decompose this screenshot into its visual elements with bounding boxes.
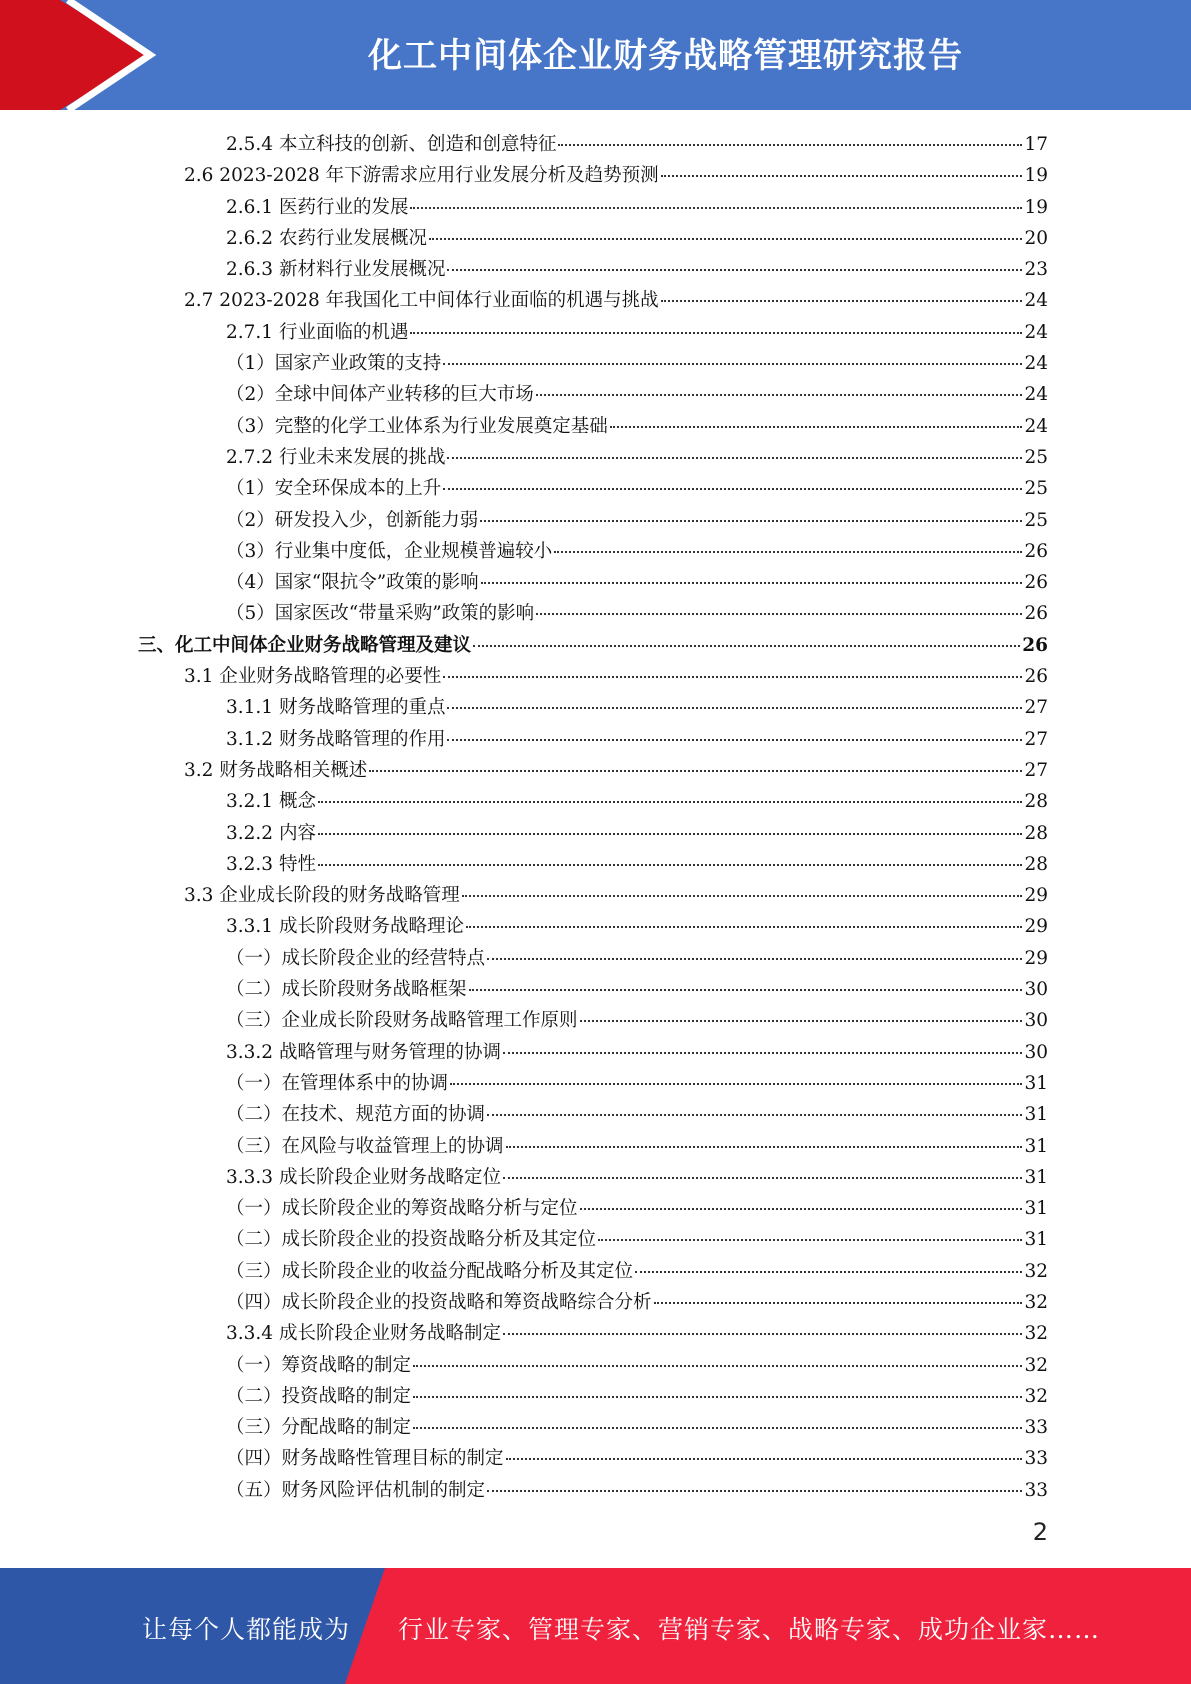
table-of-contents xyxy=(138,129,1048,1506)
toc-dot-leader xyxy=(558,144,1022,146)
toc-dot-leader xyxy=(536,394,1023,396)
toc-dot-leader xyxy=(410,207,1022,209)
toc-entry-title: 2.6.2 农药行业发展概况 xyxy=(226,227,427,249)
toc-entry-page: 32 xyxy=(1024,1260,1048,1282)
toc-entry[interactable] xyxy=(138,1099,1048,1130)
toc-entry-title: 3.1.2 财务战略管理的作用 xyxy=(226,728,446,750)
toc-entry[interactable] xyxy=(138,661,1048,692)
footer-slogan-right: 行业专家、管理专家、营销专家、战略专家、成功企业家…… xyxy=(398,1615,1101,1644)
toc-dot-leader xyxy=(318,864,1023,866)
toc-dot-leader xyxy=(610,426,1023,428)
toc-entry-page: 20 xyxy=(1024,227,1048,249)
toc-entry[interactable] xyxy=(138,411,1048,442)
toc-entry[interactable] xyxy=(138,943,1048,974)
toc-entry[interactable] xyxy=(138,1068,1048,1099)
toc-entry-page: 24 xyxy=(1024,321,1048,343)
toc-entry-page: 30 xyxy=(1024,1041,1048,1063)
toc-dot-leader xyxy=(410,332,1022,334)
toc-entry[interactable] xyxy=(138,442,1048,473)
toc-entry[interactable] xyxy=(138,1131,1048,1162)
toc-entry-page: 32 xyxy=(1024,1291,1048,1313)
toc-entry[interactable] xyxy=(138,1256,1048,1287)
toc-entry-title: （二）成长阶段企业的投资战略分析及其定位 xyxy=(226,1229,597,1251)
toc-dot-leader xyxy=(413,1396,1022,1398)
toc-entry[interactable] xyxy=(138,348,1048,379)
toc-dot-leader xyxy=(487,1114,1022,1116)
toc-entry[interactable] xyxy=(138,536,1048,567)
toc-entry[interactable] xyxy=(138,1475,1048,1506)
toc-dot-leader xyxy=(318,833,1023,835)
toc-dot-leader xyxy=(447,269,1022,271)
toc-dot-leader xyxy=(580,1020,1023,1022)
toc-dot-leader xyxy=(506,1458,1023,1460)
toc-dot-leader xyxy=(536,613,1022,615)
toc-entry[interactable] xyxy=(138,254,1048,285)
toc-entry-title: 3.1 企业财务战略管理的必要性 xyxy=(184,666,442,688)
toc-entry-page: 26 xyxy=(1024,540,1048,562)
toc-dot-leader xyxy=(487,958,1022,960)
toc-dot-leader xyxy=(429,238,1022,240)
toc-entry-page: 17 xyxy=(1024,134,1048,155)
toc-entry[interactable] xyxy=(138,1318,1048,1349)
toc-entry-page: 24 xyxy=(1024,415,1048,437)
toc-entry-title: （五）财务风险评估机制的制定 xyxy=(226,1479,486,1501)
toc-entry-title: 3.2.1 概念 xyxy=(226,791,316,813)
toc-entry-title: 3.1.1 财务战略管理的重点 xyxy=(226,697,446,719)
toc-entry[interactable] xyxy=(138,849,1048,880)
toc-dot-leader xyxy=(443,488,1022,490)
toc-entry-page: 31 xyxy=(1024,1135,1048,1157)
toc-entry-page: 24 xyxy=(1024,384,1048,406)
toc-entry[interactable] xyxy=(138,786,1048,817)
toc-entry[interactable] xyxy=(138,129,1048,160)
toc-dot-leader xyxy=(506,1146,1023,1148)
toc-entry-page: 24 xyxy=(1024,353,1048,375)
page-footer xyxy=(0,1568,1191,1684)
toc-entry[interactable] xyxy=(138,598,1048,629)
toc-entry-title: 2.7.2 行业未来发展的挑战 xyxy=(226,446,446,468)
toc-entry-page: 29 xyxy=(1024,885,1048,907)
toc-entry-page: 26 xyxy=(1022,634,1048,656)
toc-entry-page: 30 xyxy=(1024,1010,1048,1032)
toc-dot-leader xyxy=(469,989,1023,991)
toc-entry-page: 28 xyxy=(1024,853,1048,875)
toc-entry-title: （5）国家医改“带量采购”政策的影响 xyxy=(226,603,535,625)
toc-entry-title: 2.6.3 新材料行业发展概况 xyxy=(226,259,446,281)
toc-dot-leader xyxy=(654,1302,1023,1304)
toc-dot-leader xyxy=(413,1427,1022,1429)
toc-entry-title: （一）筹资战略的制定 xyxy=(226,1354,412,1376)
toc-dot-leader xyxy=(462,895,1023,897)
toc-entry[interactable] xyxy=(138,724,1048,755)
toc-entry-title: （1）国家产业政策的支持 xyxy=(226,353,442,375)
toc-entry-title: 3.3.3 成长阶段企业财务战略定位 xyxy=(226,1166,501,1188)
toc-entry-page: 25 xyxy=(1024,446,1048,468)
toc-entry[interactable] xyxy=(138,630,1048,661)
toc-entry-title: 3.3.4 成长阶段企业财务战略制定 xyxy=(226,1323,501,1345)
toc-dot-leader xyxy=(447,707,1022,709)
toc-entry[interactable] xyxy=(138,880,1048,911)
toc-dot-leader xyxy=(635,1271,1022,1273)
toc-entry-title: （3）行业集中度低，企业规模普遍较小 xyxy=(226,540,553,562)
toc-entry[interactable] xyxy=(138,505,1048,536)
toc-entry-title: 2.7 2023-2028 年我国化工中间体行业面临的机遇与挑战 xyxy=(184,290,659,312)
toc-entry-title: 3.3.2 战略管理与财务管理的协调 xyxy=(226,1041,501,1063)
toc-entry-page: 32 xyxy=(1024,1323,1048,1345)
toc-entry[interactable] xyxy=(138,379,1048,410)
toc-entry-page: 26 xyxy=(1024,603,1048,625)
toc-dot-leader xyxy=(480,520,1022,522)
toc-entry-page: 31 xyxy=(1024,1072,1048,1094)
toc-entry-title: （3）完整的化学工业体系为行业发展奠定基础 xyxy=(226,415,608,437)
toc-entry-title: （三）企业成长阶段财务战略管理工作原则 xyxy=(226,1010,578,1032)
toc-entry-page: 27 xyxy=(1024,697,1048,719)
toc-dot-leader xyxy=(413,1365,1022,1367)
toc-entry-title: （四）成长阶段企业的投资战略和筹资战略综合分析 xyxy=(226,1291,652,1313)
toc-entry[interactable] xyxy=(138,1350,1048,1381)
toc-entry-page: 31 xyxy=(1024,1104,1048,1126)
toc-entry[interactable] xyxy=(138,911,1048,942)
toc-entry[interactable] xyxy=(138,1412,1048,1443)
toc-entry-page: 23 xyxy=(1024,259,1048,281)
toc-entry[interactable] xyxy=(138,192,1048,223)
toc-entry[interactable] xyxy=(138,1287,1048,1318)
toc-entry-title: （二）在技术、规范方面的协调 xyxy=(226,1104,486,1126)
toc-entry[interactable] xyxy=(138,317,1048,348)
toc-entry-page: 31 xyxy=(1024,1166,1048,1188)
toc-entry-title: （一）成长阶段企业的经营特点 xyxy=(226,947,486,969)
toc-entry-title: （二）投资战略的制定 xyxy=(226,1385,412,1407)
toc-entry-title: （三）分配战略的制定 xyxy=(226,1417,412,1439)
toc-entry-title: 3.2.2 内容 xyxy=(226,822,316,844)
toc-entry-page: 24 xyxy=(1024,290,1048,312)
toc-entry-title: 2.5.4 本立科技的创新、创造和创意特征 xyxy=(226,134,557,155)
toc-entry-page: 29 xyxy=(1024,947,1048,969)
toc-dot-leader xyxy=(466,926,1022,928)
toc-entry-title: 3.2.3 特性 xyxy=(226,853,316,875)
page-number: 2 xyxy=(1032,1518,1048,1546)
toc-entry[interactable] xyxy=(138,1443,1048,1474)
toc-entry-title: 3.3 企业成长阶段的财务战略管理 xyxy=(184,885,460,907)
toc-entry-title: 2.7.1 行业面临的机遇 xyxy=(226,321,409,343)
toc-entry[interactable] xyxy=(138,1224,1048,1255)
toc-dot-leader xyxy=(661,300,1023,302)
toc-entry[interactable] xyxy=(138,692,1048,723)
toc-entry-title: （1）安全环保成本的上升 xyxy=(226,478,442,500)
toc-entry[interactable] xyxy=(138,755,1048,786)
toc-entry-page: 25 xyxy=(1024,478,1048,500)
toc-entry-title: （4）国家“限抗令”政策的影响 xyxy=(226,572,479,594)
toc-dot-leader xyxy=(443,676,1022,678)
toc-entry-page: 33 xyxy=(1024,1417,1048,1439)
toc-entry-page: 26 xyxy=(1024,666,1048,688)
toc-entry[interactable] xyxy=(138,1162,1048,1193)
toc-dot-leader xyxy=(369,770,1022,772)
toc-dot-leader xyxy=(447,739,1022,741)
toc-entry-page: 28 xyxy=(1024,791,1048,813)
toc-entry[interactable] xyxy=(138,473,1048,504)
toc-dot-leader xyxy=(443,363,1022,365)
toc-entry-title: （二）成长阶段财务战略框架 xyxy=(226,979,467,1001)
toc-entry-page: 32 xyxy=(1024,1354,1048,1376)
toc-entry[interactable] xyxy=(138,285,1048,316)
toc-entry-title: （2）研发投入少，创新能力弱 xyxy=(226,509,479,531)
toc-entry-title: 3.3.1 成长阶段财务战略理论 xyxy=(226,916,464,938)
toc-entry[interactable] xyxy=(138,974,1048,1005)
footer-slogan-left: 让每个人都能成为 xyxy=(142,1615,351,1644)
toc-entry-page: 25 xyxy=(1024,509,1048,531)
toc-entry-title: （三）成长阶段企业的收益分配战略分析及其定位 xyxy=(226,1260,634,1282)
toc-entry-title: 3.2 财务战略相关概述 xyxy=(184,759,368,781)
page-header xyxy=(0,0,1191,110)
toc-entry-page: 19 xyxy=(1024,165,1048,187)
toc-dot-leader xyxy=(473,645,1020,647)
report-title: 化工中间体企业财务战略管理研究报告 xyxy=(368,36,963,76)
toc-dot-leader xyxy=(447,457,1022,459)
toc-entry-page: 30 xyxy=(1024,979,1048,1001)
toc-entry-title: 三、化工中间体企业财务战略管理及建议 xyxy=(138,634,472,656)
toc-entry[interactable] xyxy=(138,818,1048,849)
toc-entry-page: 27 xyxy=(1024,728,1048,750)
toc-dot-leader xyxy=(450,1083,1022,1085)
toc-entry[interactable] xyxy=(138,223,1048,254)
toc-entry-page: 27 xyxy=(1024,759,1048,781)
toc-dot-leader xyxy=(481,582,1023,584)
toc-entry-title: 2.6.1 医药行业的发展 xyxy=(226,196,409,218)
toc-entry[interactable] xyxy=(138,567,1048,598)
toc-entry-title: （一）在管理体系中的协调 xyxy=(226,1072,449,1094)
toc-entry-title: （2）全球中间体产业转移的巨大市场 xyxy=(226,384,534,406)
toc-entry[interactable] xyxy=(138,1381,1048,1412)
toc-entry-page: 33 xyxy=(1024,1448,1048,1470)
toc-entry[interactable] xyxy=(138,160,1048,191)
toc-entry-title: （四）财务战略性管理目标的制定 xyxy=(226,1448,504,1470)
toc-entry-page: 19 xyxy=(1024,196,1048,218)
toc-dot-leader xyxy=(598,1239,1022,1241)
toc-entry-page: 26 xyxy=(1024,572,1048,594)
toc-dot-leader xyxy=(487,1490,1022,1492)
toc-entry-title: （一）成长阶段企业的筹资战略分析与定位 xyxy=(226,1198,578,1220)
toc-dot-leader xyxy=(661,175,1023,177)
toc-entry-title: 2.6 2023-2028 年下游需求应用行业发展分析及趋势预测 xyxy=(184,165,659,187)
toc-dot-leader xyxy=(503,1177,1022,1179)
toc-dot-leader xyxy=(503,1052,1022,1054)
toc-dot-leader xyxy=(318,801,1023,803)
toc-entry[interactable] xyxy=(138,1005,1048,1036)
toc-entry-page: 29 xyxy=(1024,916,1048,938)
toc-entry-page: 33 xyxy=(1024,1479,1048,1501)
toc-dot-leader xyxy=(503,1333,1022,1335)
toc-dot-leader xyxy=(580,1208,1023,1210)
toc-entry[interactable] xyxy=(138,1037,1048,1068)
toc-entry-page: 31 xyxy=(1024,1229,1048,1251)
toc-entry-page: 31 xyxy=(1024,1198,1048,1220)
toc-dot-leader xyxy=(554,551,1022,553)
toc-entry[interactable] xyxy=(138,1193,1048,1224)
toc-entry-title: （三）在风险与收益管理上的协调 xyxy=(226,1135,504,1157)
toc-entry-page: 32 xyxy=(1024,1385,1048,1407)
toc-entry-page: 28 xyxy=(1024,822,1048,844)
